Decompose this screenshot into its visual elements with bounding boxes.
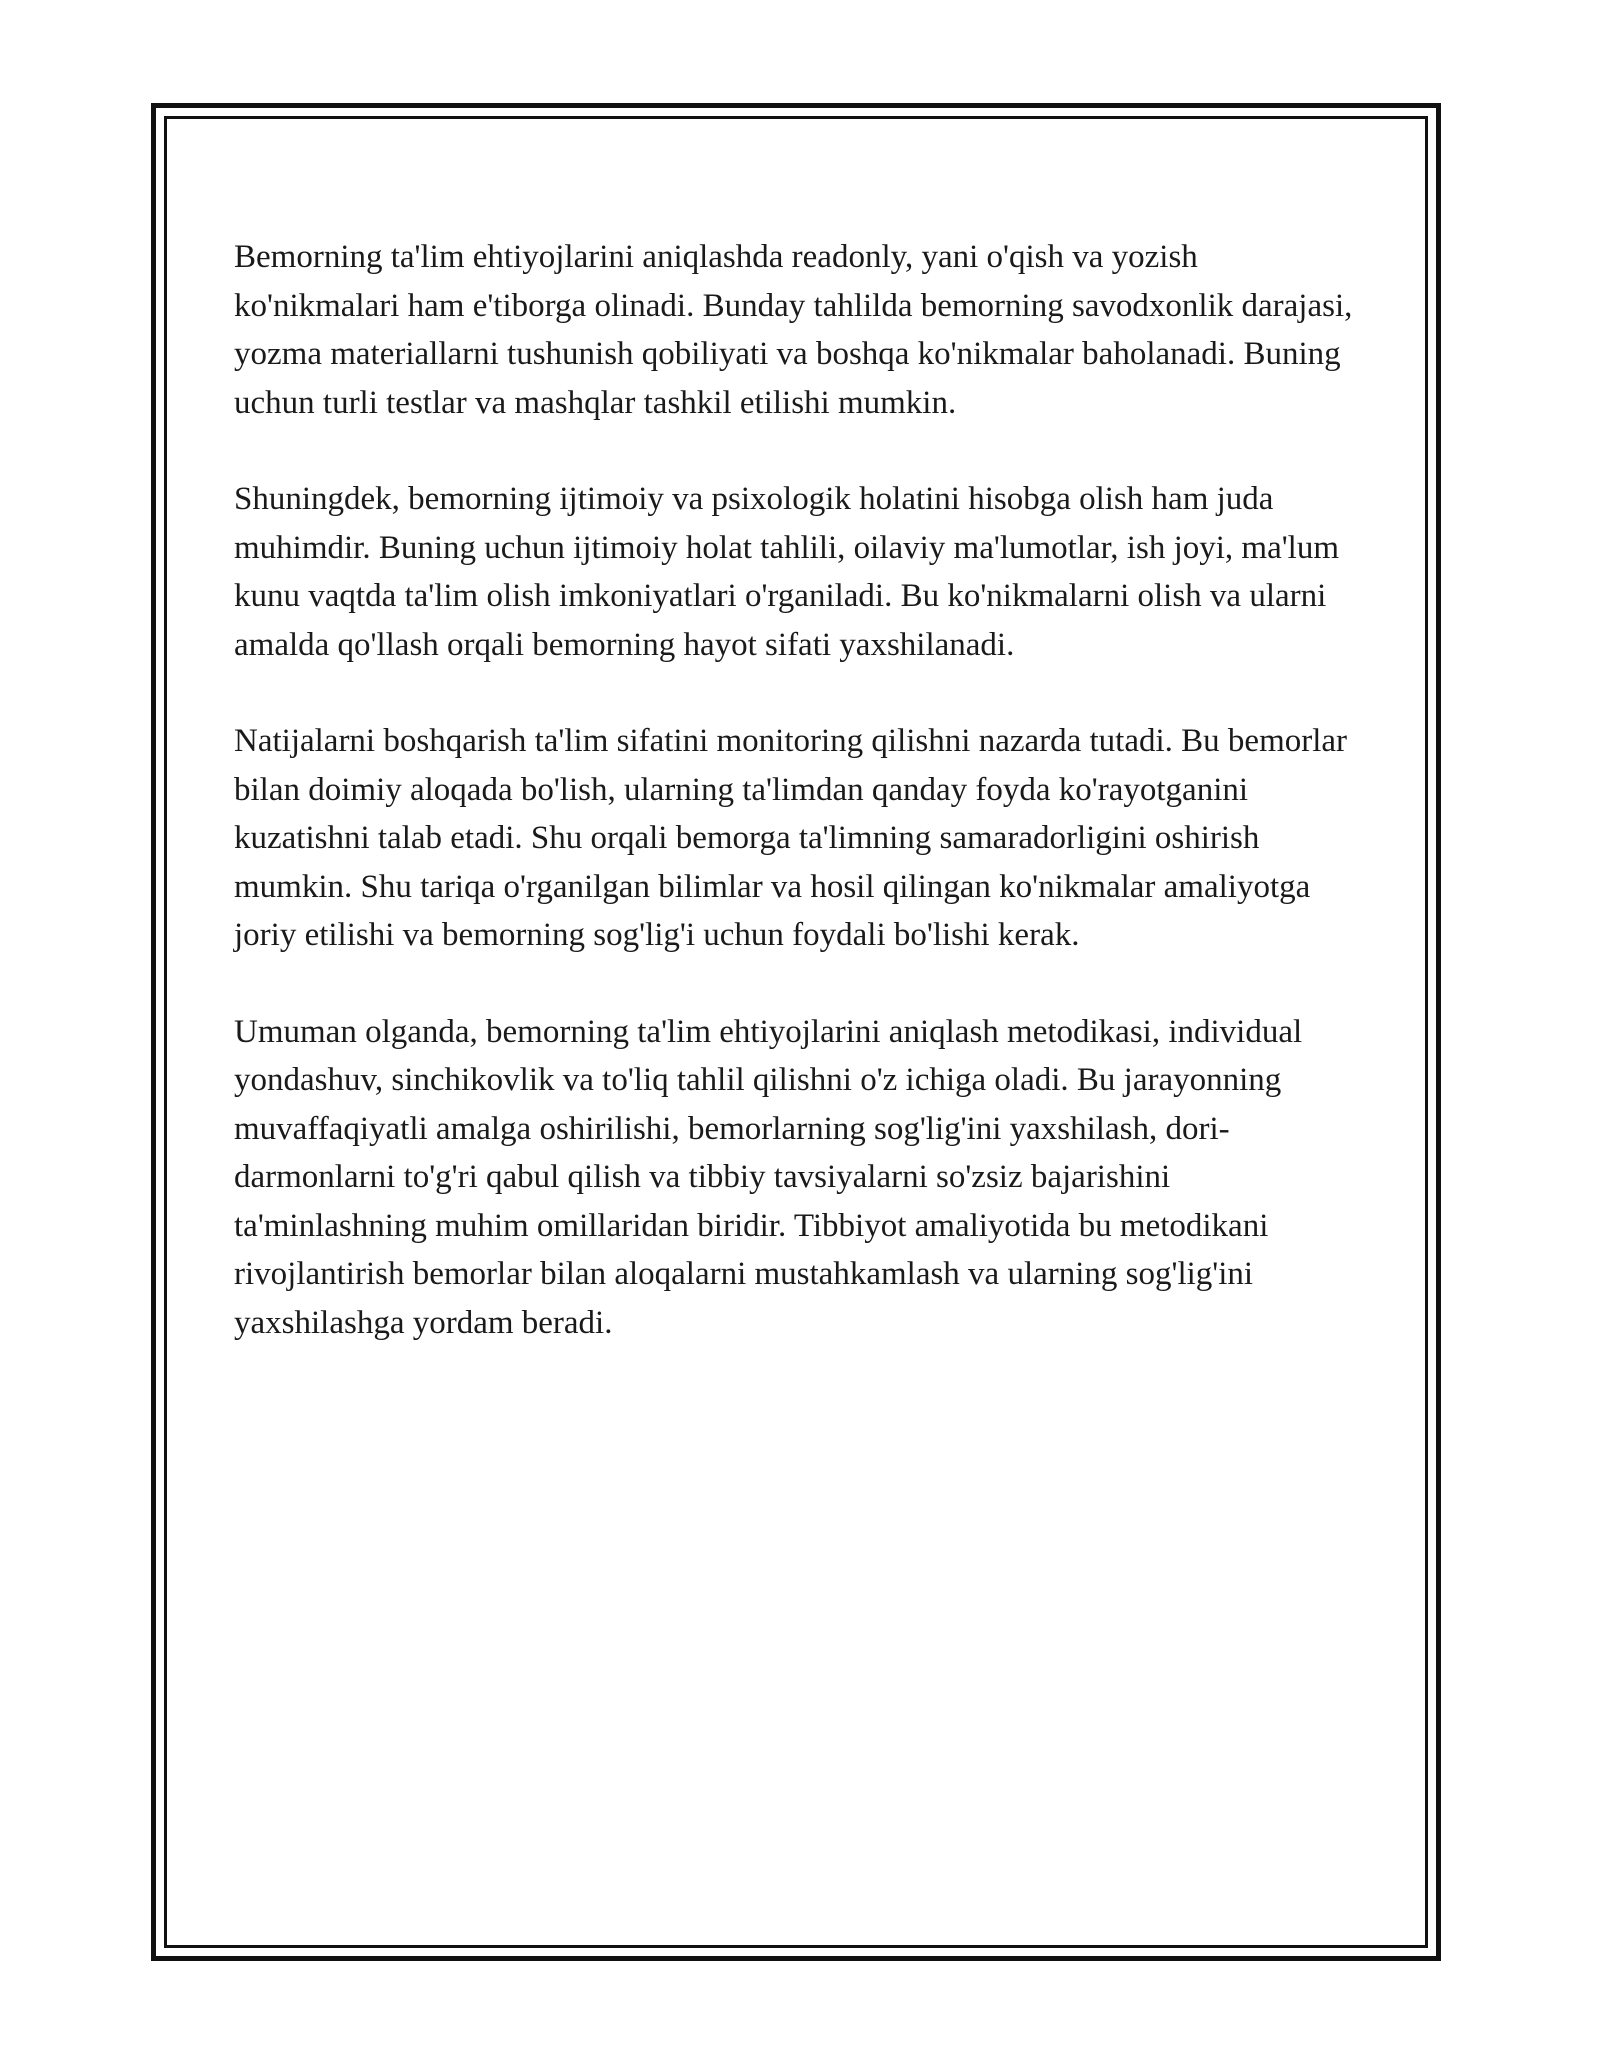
paragraph-4: Umuman olganda, bemorning ta'lim ehtiyojlarini aniqlash metodikasi, individual yondashuv, sinchikovlik va to'liq tahlil qilishni o'z ichiga oladi. Bu jarayonning muvaffaqiyatli amalga oshirilishi, bemorlarning sog'lig'ini yaxshilash, dori-darmonlarni to'g'ri qabul qilish va tibbiy tavsiyalarni so'zsiz bajarishini ta'minlashning muhim omillaridan biridir. Tibbiyot amaliyotida bu metodikani rivojlantirish bemorlar bilan aloqalarni mustahkamlash va ularning sog'lig'ini yaxshilashga yordam beradi. [234, 1013, 1303, 1341]
paragraph-2: Shuningdek, bemorning ijtimoiy va psixologik holatini hisobga olish ham juda muhimdir. Buning uchun ijtimoiy holat tahlili, oilaviy ma'lumotlar, ish joyi, ma'lum kunu vaqtda ta'lim olish imkoniyatlari o'rganiladi. Bu ko'nikmalarni olish va ularni amalda qo'llash orqali bemorning hayot sifati yaxshilanadi. [234, 481, 1340, 663]
document-body [234, 233, 1364, 1395]
paragraph-1: Bemorning ta'lim ehtiyojlarini aniqlashda readonly, yani o'qish va yozish ko'nikmalari ham e'tiborga olinadi. Bunday tahlilda bemorning savodxonlik darajasi, yozma materiallarni tushunish qobiliyati va boshqa ko'nikmalar baholanadi. Buning uchun turli testlar va mashqlar tashkil etilishi mumkin. [234, 239, 1353, 421]
paragraph-3: Natijalarni boshqarish ta'lim sifatini monitoring qilishni nazarda tutadi. Bu bemorlar bilan doimiy aloqada bo'lish, ularning ta'limdan qanday foyda ko'rayotganini kuzatishni talab etadi. Shu orqali bemorga ta'limning samaradorligini oshirish mumkin. Shu tariqa o'rganilgan bilimlar va hosil qilingan ko'nikmalar amaliyotga joriy etilishi va bemorning sog'lig'i uchun foydali bo'lishi kerak. [234, 723, 1348, 953]
